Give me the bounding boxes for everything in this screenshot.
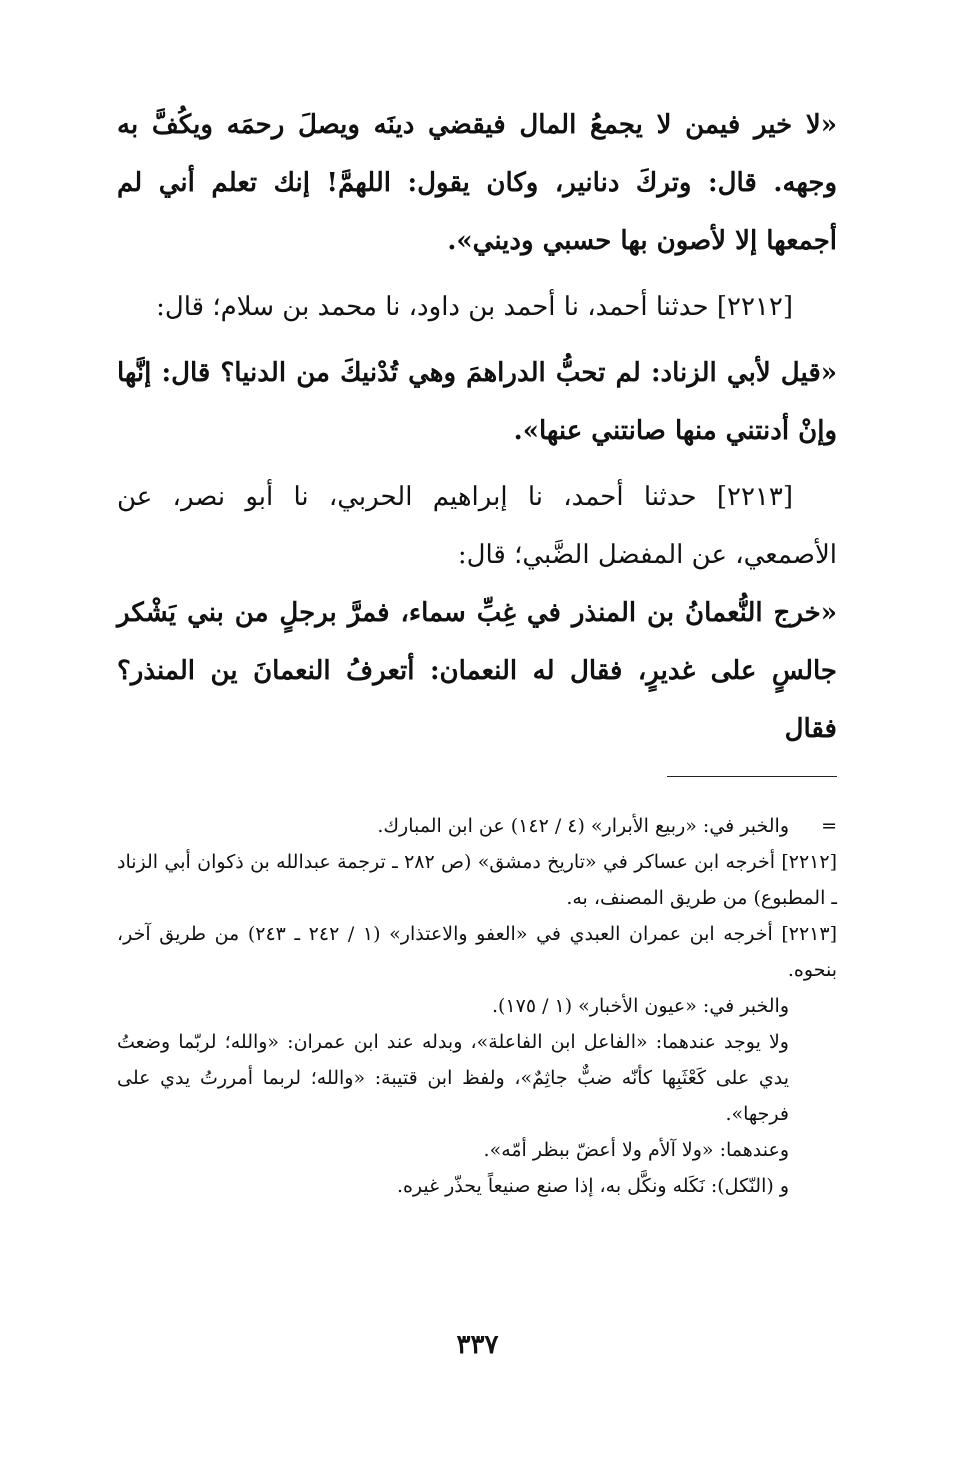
page-number: ٣٣٧ (456, 1330, 499, 1360)
footnotes-block (117, 808, 837, 1204)
footnote-line: وعندهما: «ولا آلأم ولا أعضّ ببظر أمّه». (483, 1139, 789, 1161)
footnote-line: و (النّكل): نَكَله ونكَّل به، إذا صنع صنيعاً يحذّر غيره. (396, 1175, 789, 1197)
footnote-line: والخبر في: «عيون الأخبار» (١ / ١٧٥). (491, 995, 789, 1017)
narration-quote: «خرج النُّعمانُ بن المنذر في غِبِّ سماء، فمرَّ برجلٍ من بني يَشْكر جالسٍ على غديرٍ، فقال له النعمان: أتعرفُ النعمانَ ين المنذر؟ فقال (117, 598, 837, 744)
footnote-line: ولا يوجد عندهما: «الفاعل ابن الفاعلة»، وبدله عند ابن عمران: «والله؛ لربّما وضعتُ يدي على كَعْثَبِها كأنّه ضبٌّ جاثِمٌ»، ولفظ ابن قتيبة: «والله؛ لربما أمررتُ يدي على فرجها». (117, 1031, 789, 1125)
footnote-2213: [٢٢١٣] أخرجه ابن عمران العبدي في «العفو والاعتذار» (١ / ٢٤٢ ـ ٢٤٣) من طريق آخر، بنحوه. (117, 923, 837, 981)
isnad-2213: [٢٢١٣] حدثنا أحمد، نا إبراهيم الحربي، نا أبو نصر، عن الأصمعي، عن المفضل الضَّبي؛ قال: (117, 482, 837, 570)
narration-quote: «قيل لأبي الزناد: لم تحبُّ الدراهمَ وهي تُدْنيكَ من الدنيا؟ قال: إنَّها وإنْ أدنتني منها صانتني عنها». (117, 358, 837, 446)
continuation-mark: = (821, 815, 837, 837)
footnote-text: والخبر في: «ربيع الأبرار» (٤ / ١٤٢) عن ابن المبارك. (377, 815, 789, 837)
narration-quote: «لا خير فيمن لا يجمعُ المال فيقضي دينَه ويصلَ رحمَه ويكُفَّ به وجهه. قال: وتركَ دنانير، وكان يقول: اللهمَّ! إنك تعلم أني لم أجمعها إلا لأصون بها حسبي وديني». (117, 110, 837, 256)
footnote-2212: [٢٢١٢] أخرجه ابن عساكر في «تاريخ دمشق» (ص ٢٨٢ ـ ترجمة عبدالله بن ذكوان أبي الزناد ـ المطبوع) من طريق المصنف، به. (117, 851, 838, 909)
isnad-2212: [٢٢١٢] حدثنا أحمد، نا أحمد بن داود، نا محمد بن سلام؛ قال: (156, 292, 793, 322)
footnote-continuation (117, 808, 837, 844)
footnote-separator (667, 776, 837, 777)
main-text-block (117, 96, 837, 758)
